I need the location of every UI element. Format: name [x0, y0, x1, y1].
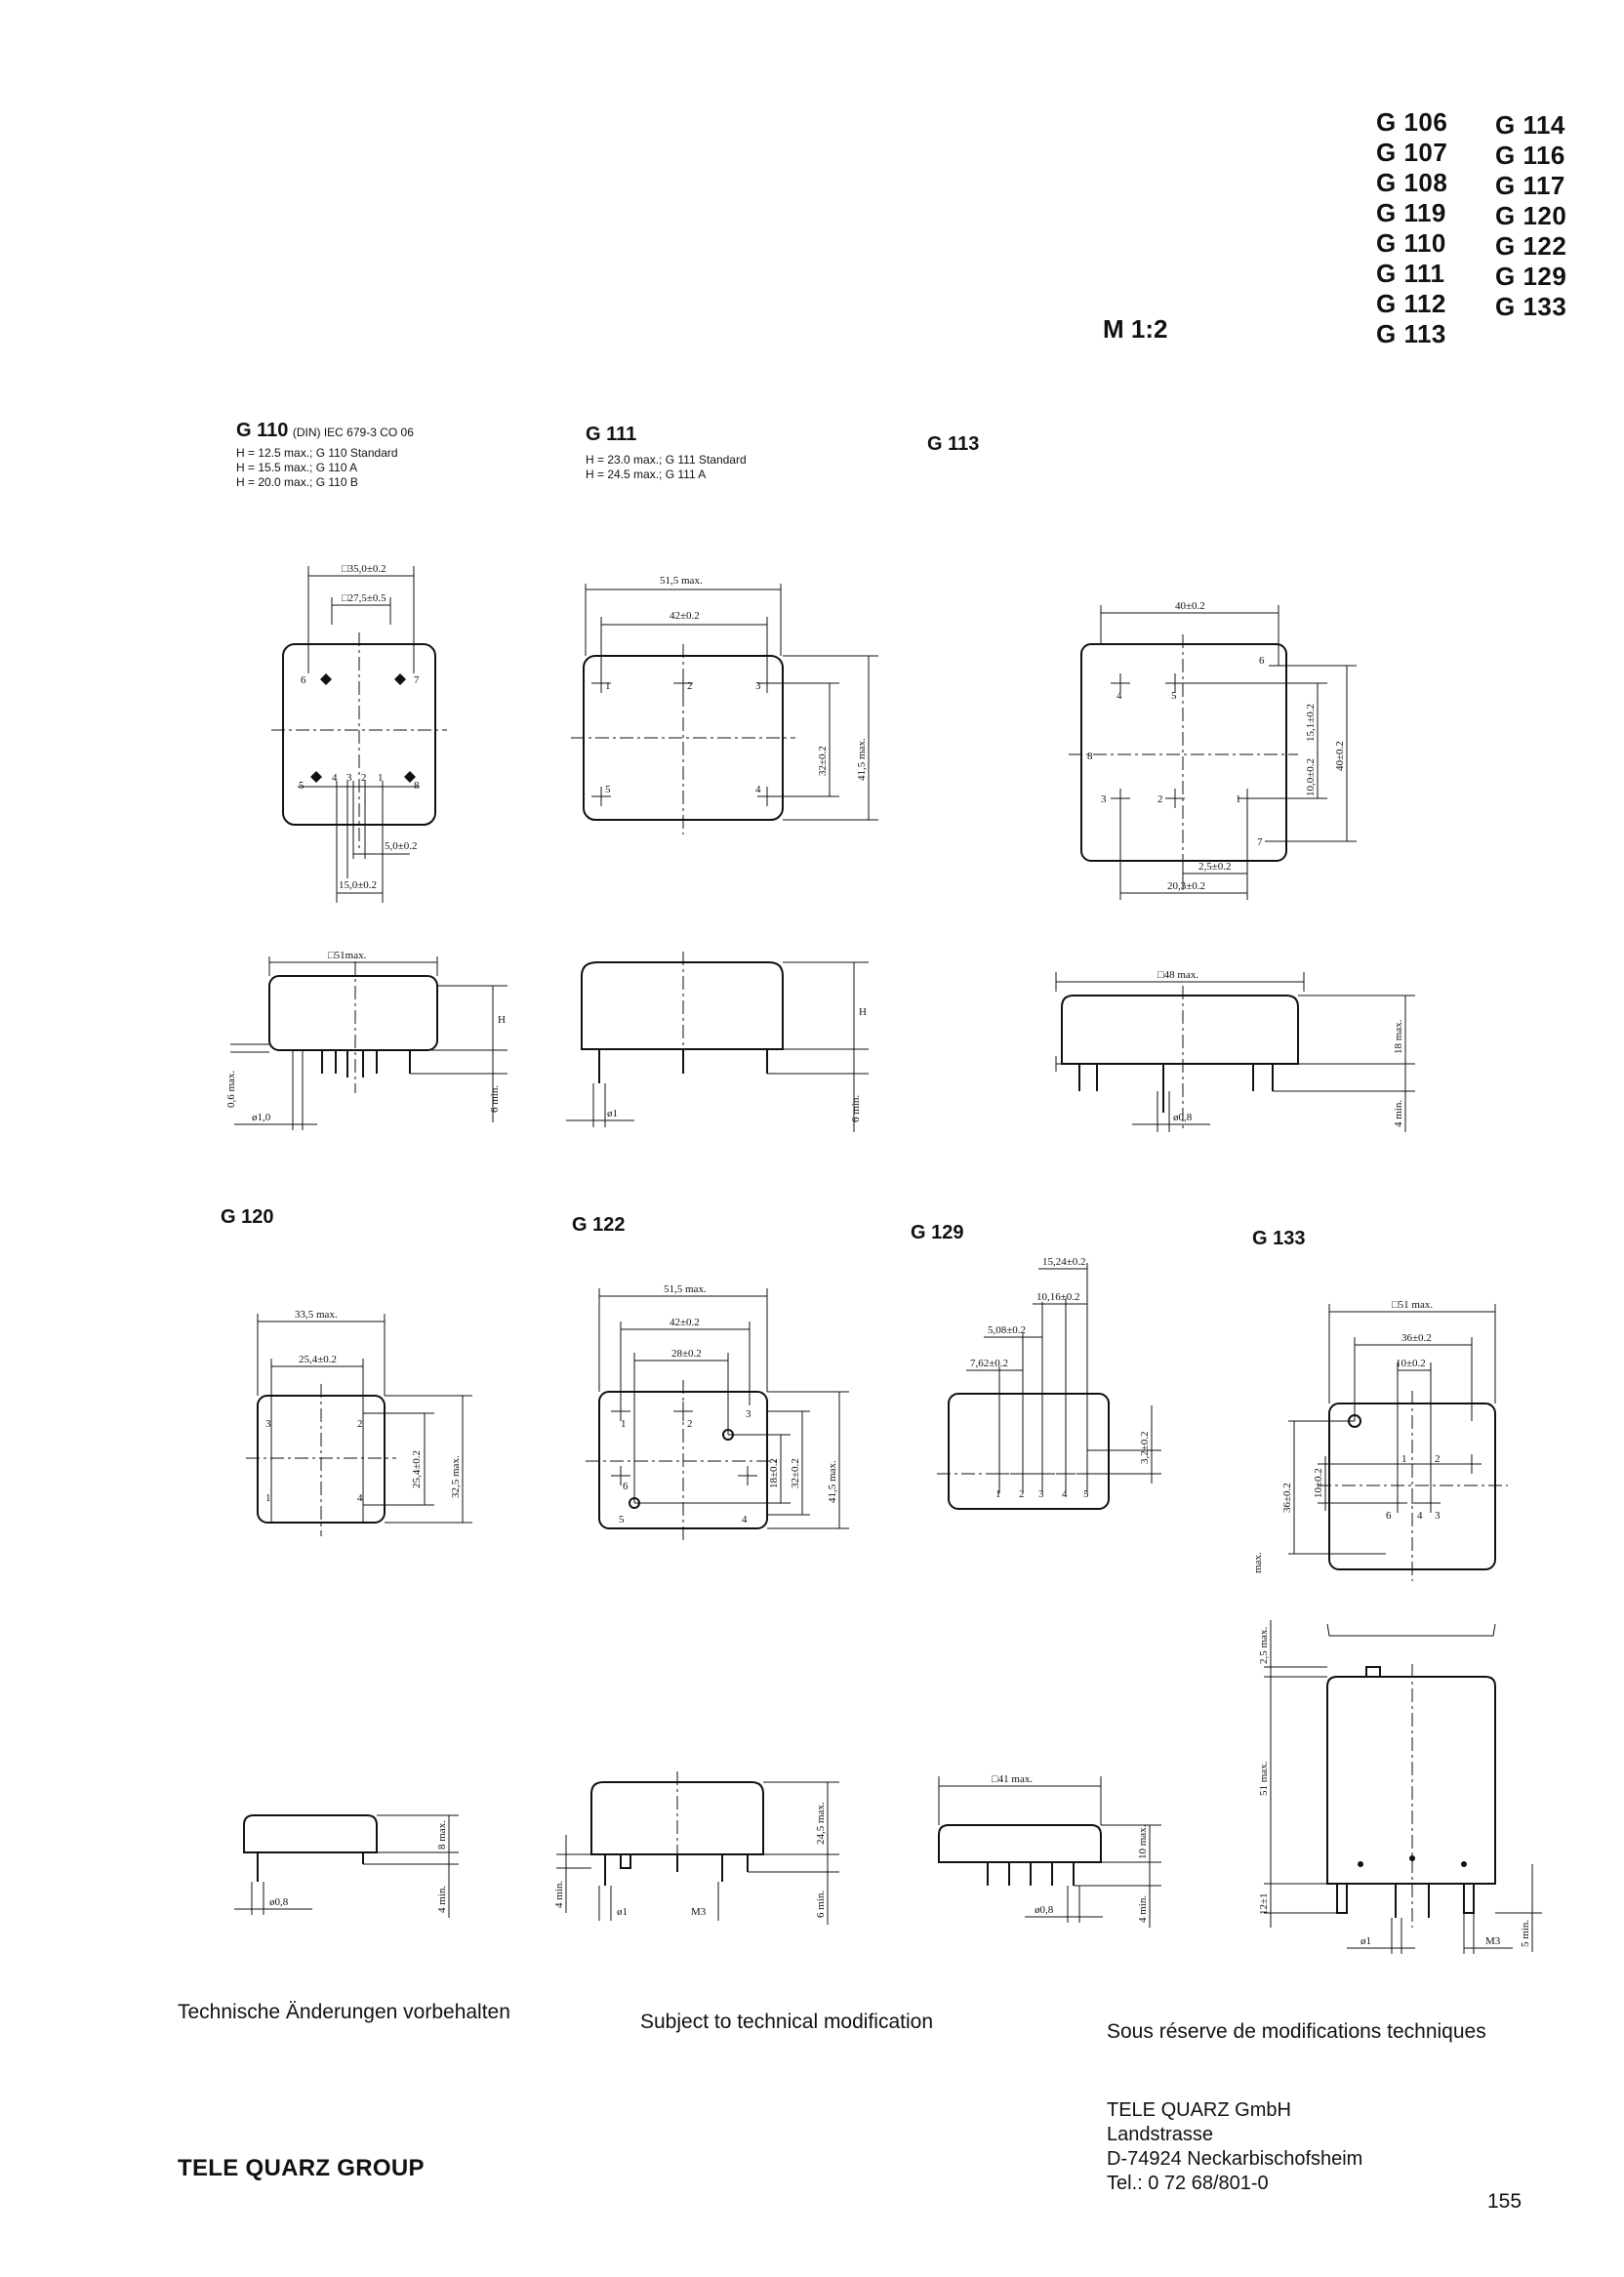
g111-dim-side-height: H: [859, 1006, 867, 1018]
g111-top-view: [571, 575, 878, 834]
g110-top-view: [271, 563, 447, 903]
g122-title: G 122: [572, 1214, 626, 1236]
g133-dim-height: 51 max.: [1258, 1761, 1270, 1796]
g120-dim-pin-min: 4 min.: [436, 1885, 448, 1913]
g120-pin-label: 2: [357, 1418, 363, 1430]
g111-pin-label: 4: [755, 784, 761, 795]
g133-pin-label: 1: [1401, 1453, 1407, 1465]
g113-pin-label: 1: [1236, 793, 1241, 805]
g133-dim-pitch-small: 10±0.2: [1396, 1358, 1426, 1369]
g129-dim-c: 5,08±0.2: [988, 1324, 1027, 1336]
g122-dim-pin-dia: ø1: [617, 1906, 628, 1918]
g120-top-view: [246, 1309, 472, 1536]
g110-pin-label: 1: [378, 772, 384, 784]
g110-pin-marker: [394, 673, 406, 685]
g129-dim-height: 10 max.: [1137, 1824, 1149, 1859]
company-city: D-74924 Neckarbischofsheim: [1107, 2148, 1363, 2170]
g122-pin-label: 3: [746, 1408, 751, 1420]
g133-dim-bottom: 12±1: [1258, 1892, 1270, 1915]
g110-note: H = 15.5 max.; G 110 A: [236, 461, 358, 474]
g129-pin-label: 4: [1062, 1488, 1068, 1500]
g110-note: H = 20.0 max.; G 110 B: [236, 475, 358, 489]
g122-dim-side-height: 24,5 max.: [815, 1802, 827, 1845]
g113-dim-pin-dia: ø0,8: [1173, 1112, 1193, 1123]
g122-dim-y1: 18±0.2: [768, 1458, 780, 1488]
g111-dim-pin-dia: ø1: [607, 1108, 618, 1119]
g110-side-view: [225, 950, 508, 1130]
g120-pin-label: 4: [357, 1492, 363, 1504]
g113-top-view: [1069, 600, 1357, 900]
g120-dim-pin-dia: ø0,8: [269, 1896, 289, 1908]
g111-dim-pin-min: 6 min.: [850, 1094, 862, 1122]
g120-dim-side-height: 8 max.: [436, 1820, 448, 1850]
g129-dim-d: 7,62±0.2: [970, 1358, 1009, 1369]
g113-dim-pitch-y: 40±0.2: [1334, 741, 1346, 771]
g111-pin-label: 3: [755, 680, 761, 692]
g110-dim-pin-min: 6 min.: [489, 1084, 501, 1113]
g113-dim-pitch-x: 40±0.2: [1175, 600, 1205, 612]
g129-dim-side-width: □41 max.: [992, 1773, 1034, 1785]
type-index-item: G 107: [1376, 138, 1448, 167]
g110-pin-label: 7: [414, 674, 420, 686]
g111-pin-label: 2: [687, 680, 693, 692]
g111-title: G 111: [586, 424, 637, 445]
g111-dim-height: 41,5 max.: [856, 738, 868, 781]
type-index-item: G 116: [1495, 141, 1565, 170]
g110-pin-marker: [320, 673, 332, 685]
disclaimer-french: Sous réserve de modifications techniques: [1107, 2020, 1486, 2043]
g113-dim-d: 20,3±0.2: [1167, 880, 1206, 892]
g113-dim-b: 10,0±0.2: [1305, 757, 1317, 796]
type-index-item: G 113: [1376, 319, 1446, 348]
g133-dim-top: 2,5 max.: [1258, 1626, 1270, 1664]
g133-pin-label: 2: [1435, 1453, 1441, 1465]
g113-pin-label: 8: [1087, 751, 1093, 762]
g133-dim-pitch-x: 36±0.2: [1401, 1332, 1432, 1344]
g110-note: H = 12.5 max.; G 110 Standard: [236, 446, 398, 460]
g110-dim-pitch-small: 5,0±0.2: [385, 840, 418, 852]
type-index-item: G 122: [1495, 231, 1567, 261]
g110-dim-pitch-large: 15,0±0.2: [339, 879, 378, 891]
g129-top-view: [937, 1256, 1161, 1509]
g111-dim-pitch-y: 32±0.2: [817, 746, 829, 776]
g122-pin-label: 2: [687, 1418, 693, 1430]
g110-pin-label: 5: [299, 780, 304, 792]
type-index-item: G 110: [1376, 228, 1446, 258]
g113-pin-label: 4: [1116, 690, 1122, 702]
g110-dim-inner: □27,5±0.5: [342, 592, 386, 604]
g133-dim-pin-min: 5 min.: [1520, 1919, 1531, 1947]
g113-dim-pin-min: 4 min.: [1393, 1099, 1404, 1127]
g120-pin-label: 1: [265, 1492, 271, 1504]
disclaimer-german: Technische Änderungen vorbehalten: [178, 2001, 510, 2023]
g122-side-view: [553, 1771, 839, 1925]
g122-dim-pitch-b: 28±0.2: [671, 1348, 702, 1360]
g110-dim-height: H: [498, 1014, 506, 1026]
type-index-item: G 106: [1376, 107, 1448, 137]
type-index-item: G 133: [1495, 292, 1567, 321]
g122-dim-pin-min2: 6 min.: [815, 1890, 827, 1918]
g129-dim-b: 10,16±0.2: [1036, 1291, 1080, 1303]
g110-dim-standoff: 0,6 max.: [225, 1070, 237, 1108]
g111-note: H = 23.0 max.; G 111 Standard: [586, 453, 747, 467]
type-index-item: G 108: [1376, 168, 1448, 197]
type-index-item: G 129: [1495, 262, 1567, 291]
type-index-item: G 111: [1376, 259, 1445, 288]
g120-dim-pitch-x: 25,4±0.2: [299, 1354, 338, 1365]
g113-side-view: [1056, 969, 1415, 1132]
g122-dim-y2: 32±0.2: [790, 1458, 801, 1488]
g120-dim-width: 33,5 max.: [295, 1309, 338, 1321]
g133-pin-label: 6: [1386, 1510, 1392, 1522]
g111-pin-label: 5: [605, 784, 611, 795]
g111-pin-label: 1: [605, 680, 611, 692]
g111-dim-pitch-x: 42±0.2: [670, 610, 700, 622]
g120-dim-pitch-y: 25,4±0.2: [411, 1449, 423, 1488]
g122-pin-label: 5: [619, 1514, 625, 1525]
company-address: [1107, 2098, 1362, 2196]
g133-dim-pitch-y-small: 10±0.2: [1313, 1468, 1324, 1498]
type-index-item: G 114: [1495, 110, 1565, 140]
g133-dim-pitch-y: 36±0.2: [1281, 1483, 1293, 1513]
g133-side-view: [1258, 1620, 1542, 1954]
g110-dim-outer: □35,0±0.2: [342, 563, 386, 575]
g133-title: G 133: [1252, 1228, 1306, 1249]
g133-label-max: max.: [1252, 1552, 1264, 1573]
g110-standard: (DIN) IEC 679-3 CO 06: [292, 426, 414, 439]
g113-pin-label: 7: [1257, 836, 1263, 848]
g122-pin-label: 1: [621, 1418, 627, 1430]
g113-title: G 113: [927, 433, 980, 455]
g133-pin-label: 3: [1435, 1510, 1441, 1522]
g122-dim-thread: M3: [691, 1906, 707, 1918]
g129-pin-label: 5: [1083, 1488, 1089, 1500]
brand-logo-text: TELE QUARZ GROUP: [178, 2155, 425, 2181]
g122-pin-label: 6: [623, 1481, 629, 1492]
company-street: Landstrasse: [1107, 2124, 1213, 2145]
g122-top-view: [586, 1283, 849, 1540]
g113-pin-label: 5: [1171, 690, 1177, 702]
g129-title: G 129: [911, 1222, 964, 1243]
g122-dim-width: 51,5 max.: [664, 1283, 707, 1295]
g120-pin-label: 3: [265, 1418, 271, 1430]
g111-note: H = 24.5 max.; G 111 A: [586, 468, 707, 481]
g111-side-view: [566, 952, 869, 1132]
g133-dim-width: □51 max.: [1392, 1299, 1434, 1311]
g113-pin-label: 6: [1259, 655, 1265, 667]
g110-dim-pin-dia: ø1,0: [252, 1112, 271, 1123]
g120-title: G 120: [221, 1206, 274, 1228]
company-phone: Tel.: 0 72 68/801-0: [1107, 2173, 1269, 2194]
g122-dim-height: 41,5 max.: [827, 1460, 838, 1503]
scale-label: M 1:2: [1103, 314, 1168, 344]
g129-dim-a: 15,24±0.2: [1042, 1256, 1086, 1268]
g110-pin-label: 4: [332, 772, 338, 784]
g110-title: G 110: [236, 420, 289, 441]
g120-side-view: [234, 1815, 459, 1918]
g110-dim-side-width: □51max.: [328, 950, 367, 961]
g110-pin-label: 8: [414, 780, 420, 792]
g129-dim-e: 3,2±0.2: [1139, 1431, 1151, 1464]
g122-pin-label: 4: [742, 1514, 748, 1525]
type-index-item: G 120: [1495, 201, 1567, 230]
g129-side-view: [939, 1773, 1161, 1928]
g129-dim-pin-dia: ø0,8: [1035, 1904, 1054, 1916]
g110-pin-marker: [310, 771, 322, 783]
g129-pin-label: 1: [995, 1488, 1001, 1500]
g113-dim-side-width: □48 max.: [1157, 969, 1199, 981]
g122-dim-pitch-a: 42±0.2: [670, 1317, 700, 1328]
g110-pin-label: 3: [346, 772, 352, 784]
g120-dim-height: 32,5 max.: [450, 1455, 462, 1498]
g122-dim-pin-min: 4 min.: [553, 1880, 565, 1908]
type-index-item: G 117: [1495, 171, 1565, 200]
type-index-item: G 119: [1376, 198, 1446, 227]
company-name: TELE QUARZ GmbH: [1107, 2099, 1291, 2121]
g129-dim-pin-min: 4 min.: [1137, 1894, 1149, 1923]
g133-dim-thread: M3: [1485, 1935, 1501, 1947]
g113-pin-label: 2: [1157, 793, 1163, 805]
g113-pin-label: 3: [1101, 793, 1107, 805]
g129-pin-label: 3: [1038, 1488, 1044, 1500]
g111-dim-width: 51,5 max.: [660, 575, 703, 587]
g133-top-view: [1252, 1299, 1508, 1636]
g113-dim-a: 15,1±0.2: [1305, 703, 1317, 742]
g113-dim-height: 18 max.: [1393, 1019, 1404, 1054]
disclaimer-english: Subject to technical modification: [640, 2011, 933, 2033]
page-number: 155: [1487, 2190, 1522, 2213]
g133-pin-label: 4: [1417, 1510, 1423, 1522]
type-index-item: G 112: [1376, 289, 1446, 318]
g110-pin-label: 2: [361, 772, 367, 784]
g113-dim-c: 2,5±0.2: [1198, 861, 1232, 873]
g129-pin-label: 2: [1019, 1488, 1025, 1500]
g110-pin-label: 6: [301, 674, 306, 686]
g133-dim-pin-dia: ø1: [1360, 1935, 1371, 1947]
